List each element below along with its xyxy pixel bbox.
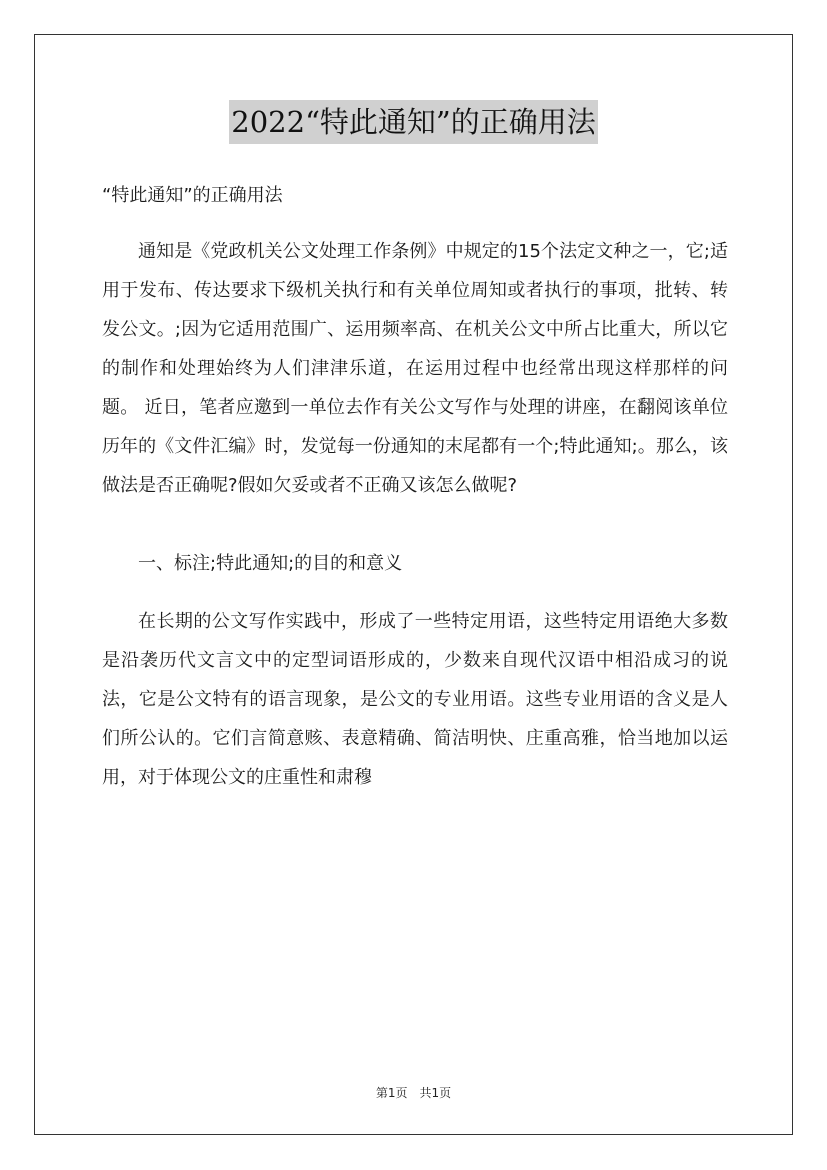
section-heading: 一、标注;特此通知;的目的和意义 [138,553,403,574]
page-footer [0,1084,827,1101]
document-subtitle: “特此通知”的正确用法 [102,185,283,206]
document-body [102,176,728,797]
document-title: 2022“特此通知”的正确用法 [229,100,597,144]
body-paragraph: 通知是《党政机关公文处理工作条例》中规定的15个法定文种之一，它;适用于发布、传达要求下级机关执行和有关单位周知或者执行的事项，批转、转发公文。;因为它适用范围广、运用频率高、在机关公文中所占比重大，所以它的制作和处理始终为人们津津乐道，在运用过程中也经常出现这样那样的问题。 近日，笔者应邀到一单位去作有关公文写作与处理的讲座，在翻阅该单位历年的《文件汇编》时，发觉每一份通知的末尾都有一个;特此通知;。那么，该做法是否正确呢?假如欠妥或者不正确又该怎么做呢? [102,241,728,496]
title-container [0,100,827,144]
page-number: 第1页 [375,1086,408,1100]
paragraph-spacer [102,505,728,544]
body-paragraph: 在长期的公文写作实践中，形成了一些特定用语，这些特定用语绝大多数是沿袭历代文言文中的定型词语形成的，少数来自现代汉语中相沿成习的说法，它是公文特有的语言现象，是公文的专业用语。这些专业用语的含义是人们所公认的。它们言简意赅、表意精确、简洁明快、庄重高雅，恰当地加以运用，对于体现公文的庄重性和肃穆 [102,611,728,788]
page-total: 共1页 [419,1086,452,1100]
